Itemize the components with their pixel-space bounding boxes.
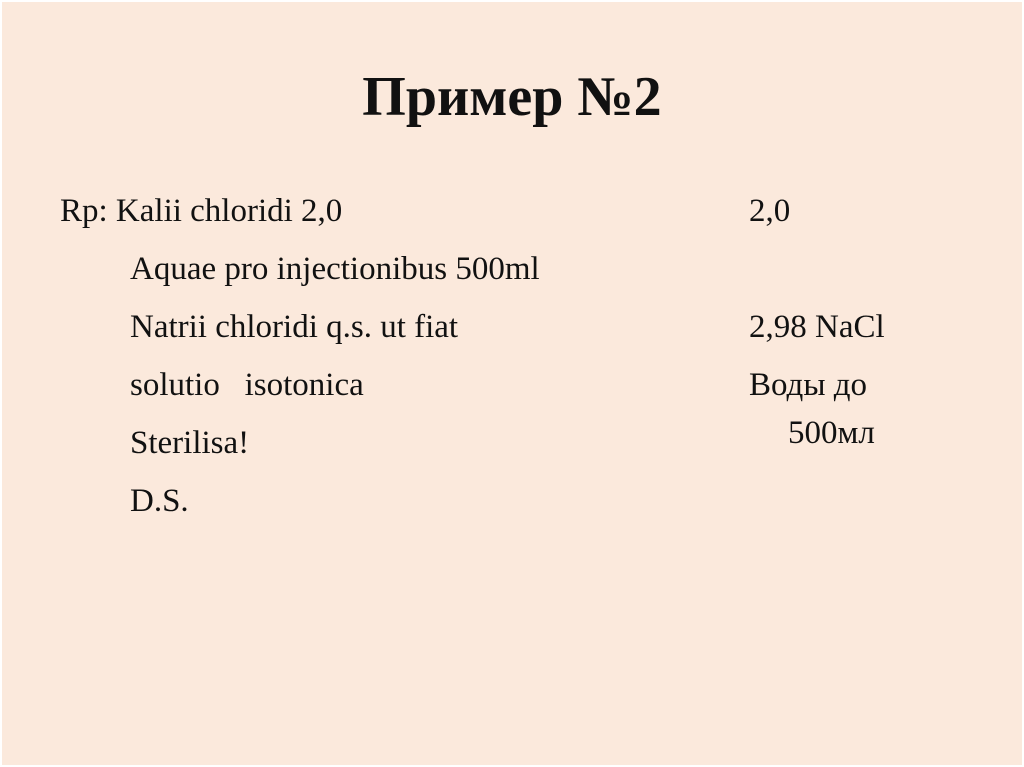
- note-water-label: Воды до: [749, 367, 868, 403]
- prescription-line-ds: D.S.: [130, 483, 189, 519]
- prescription-line-rp: Rp: Kalii chloridi 2,0: [60, 193, 343, 229]
- note-kcl-amount: 2,0: [749, 193, 791, 229]
- prescription-line-aquae: Aquae pro injectionibus 500ml: [130, 251, 540, 287]
- prescription-line-natrii: Natrii chloridi q.s. ut fiat: [130, 309, 459, 345]
- slide-title: Пример №2: [362, 66, 662, 128]
- note-nacl-amount: 2,98 NaCl: [749, 309, 885, 345]
- slide: [2, 2, 1022, 765]
- note-water-volume: 500мл: [788, 415, 875, 451]
- prescription-line-solutio: solutio isotonica: [130, 367, 364, 403]
- prescription-line-sterilisa: Sterilisa!: [130, 425, 250, 461]
